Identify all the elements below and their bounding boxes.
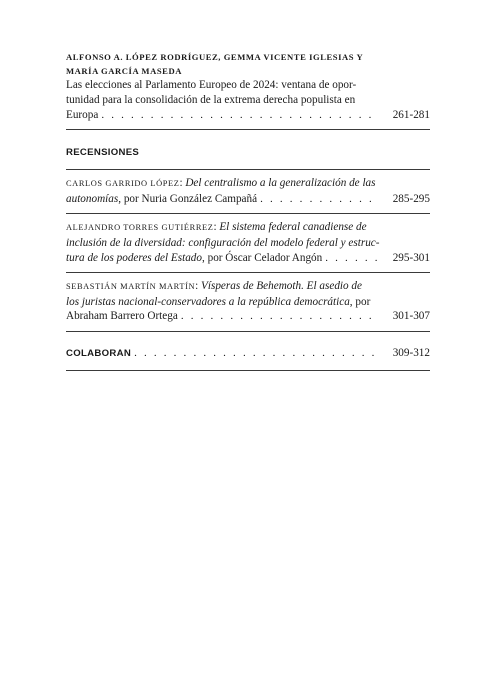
- entry-title-line-2: tunidad para la consolidación de la extrema derecha populista en: [66, 94, 356, 106]
- toc-entry-colaboran: [66, 346, 430, 362]
- dot-leaders: [101, 108, 377, 123]
- recension-author: ALEJANDRO TORRES GUTIÉRREZ: [66, 223, 214, 233]
- divider: [66, 370, 430, 371]
- entry-authors: [66, 50, 430, 78]
- toc-entry-recension: [66, 176, 430, 206]
- recension-connector: , por: [349, 295, 371, 308]
- page-range: 261-281: [392, 108, 430, 121]
- authors-line-1: ALFONSO A. LÓPEZ RODRÍGUEZ, GEMMA VICENTE IGLESIAS Y: [66, 52, 364, 62]
- entry-title-line-3: Europa: [66, 108, 99, 121]
- recension-title-part: tura de los poderes del Estado: [66, 251, 202, 264]
- recension-title-part: autonomías: [66, 192, 119, 205]
- recension-title-part: los juristas nacional-conservadores a la república democrática: [66, 295, 350, 308]
- recension-author: CARLOS GARRIDO LÓPEZ: [66, 179, 180, 189]
- recension-title-part: inclusión de la diversidad: configuración del modelo federal y estruc-: [66, 236, 380, 249]
- table-of-contents: [66, 50, 430, 371]
- page-range: 309-312: [392, 346, 430, 359]
- divider: [66, 331, 430, 332]
- authors-line-2: MARÍA GARCÍA MASEDA: [66, 66, 182, 77]
- divider: [66, 129, 430, 130]
- dot-leaders: [134, 346, 377, 361]
- dot-leaders: [181, 309, 377, 324]
- page-range: 285-295: [392, 192, 430, 205]
- entry-title-line-1: Las elecciones al Parlamento Europeo de 2024: ventana de opor-: [66, 79, 357, 92]
- recension-reviewer: , por Óscar Celador Angón: [202, 251, 323, 264]
- separator: :: [179, 177, 186, 190]
- dot-leaders: [260, 192, 377, 207]
- toc-entry-recension: [66, 279, 430, 324]
- dot-leaders: [325, 251, 377, 266]
- page-range: 301-307: [392, 310, 430, 323]
- toc-entry-recension: [66, 220, 430, 265]
- recension-reviewer: , por Nuria González Campañá: [118, 192, 258, 205]
- divider: [66, 213, 430, 214]
- toc-entry-elecciones: [66, 50, 430, 122]
- divider: [66, 169, 430, 170]
- separator: :: [195, 280, 202, 293]
- page-range: 295-301: [392, 251, 430, 264]
- section-heading-recensiones: RECENSIONES: [66, 147, 140, 159]
- recension-title-part: Vísperas de Behemoth. El asedio de: [201, 280, 362, 293]
- recension-reviewer: Abraham Barrero Ortega: [66, 310, 178, 323]
- recension-author: SEBASTIÁN MARTÍN MARTÍN: [66, 282, 196, 292]
- section-heading-colaboran: COLABORAN: [66, 347, 132, 359]
- recension-title-part: Del centralismo a la generalización de las: [185, 177, 376, 190]
- divider: [66, 272, 430, 273]
- recension-title-part: El sistema federal canadiense de: [219, 221, 367, 234]
- separator: :: [213, 221, 220, 234]
